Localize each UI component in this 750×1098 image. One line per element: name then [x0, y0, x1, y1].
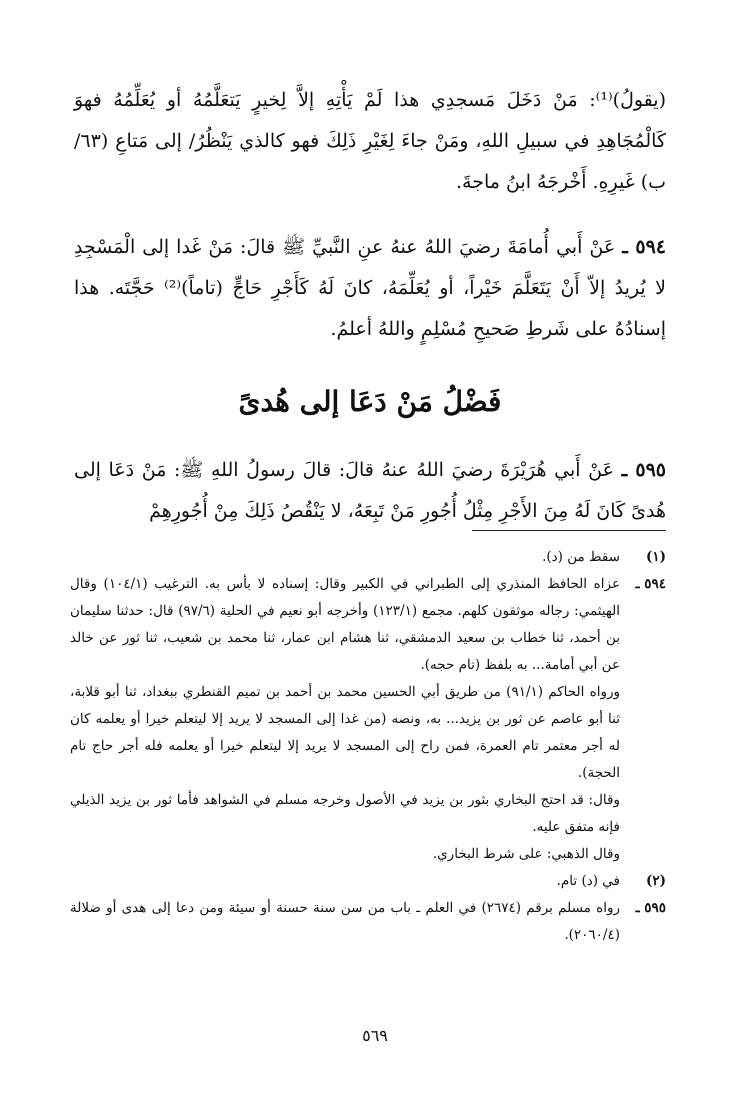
footnote-text: وقال الذهبي: على شرط البخاري. — [432, 846, 620, 862]
footnote — [70, 895, 666, 949]
footnote-label: ٥٩٤ ـ — [635, 576, 666, 592]
footnote-text: رواه مسلم برقم (٢٦٧٤) في العلم ـ باب من سن سنة حسنة أو سيئة ومن دعا إلى هدى أو ضلالة (٢٠٦٠/٤). — [70, 900, 620, 943]
footnote — [70, 571, 666, 868]
footnote-text: سقط من (د). — [542, 549, 620, 565]
footnote — [70, 544, 666, 571]
footnote-label: ٥٩٥ ـ — [635, 900, 666, 916]
hadith-number: ٥٩٥ ـ — [621, 459, 666, 481]
footnote-text: في (د) تام. — [556, 873, 620, 889]
footnote-text: وقال: قد احتج البخاري بثور بن يزيد في الأصول وخرجه مسلم في الشواهد فأما ثور بن يزيد الذيلي فإنه متفق عليه. — [70, 792, 620, 835]
footnote-text: عزاه الحافظ المنذري إلى الطبراني في الكبير وقال: إسناده لا بأس به. الترغيب (١٠٤/١) وقال الهيثمي: رجاله موثقون كلهم. مجمع (١٢٣/١) وأخرجه أبو نعيم في الحلية (٩٧/٦) قال: حدثنا سليمان بن أحمد، ثنا خطاب بن سعيد الدمشقي، ثنا هشام ابن عمار، ثنا محمد بن شعيب، ثنا ثور عن خالد عن أبي أمامة... به بلفظ (تام حجه). — [70, 576, 621, 673]
hadith-number: ٥٩٤ ـ — [622, 236, 667, 258]
section-heading: فَضْلُ مَنْ دَعَا إلى هُدىً — [238, 385, 502, 418]
footnote-label: (٢) — [645, 873, 666, 889]
main-text — [74, 80, 666, 532]
hadith-595 — [74, 450, 666, 532]
paragraph-continuation: (يقولُ)⁽¹⁾: مَنْ دَخَلَ مَسجدِي هذا لَمْ يَأْتِهِ إلاَّ لِخيرٍ يَتعَلَّمُهُ أو يُعَلِّمُهُ فهوَ كَالْمُجَاهِدِ في سبيلِ اللهِ، ومَنْ جاءَ لِغَيْرِ ذَلِكَ فهو كالذي يَنْظُرُ/ إلى مَتاعِ (٦٣/ ب) غَيرِهِ. أَخْرجَهُ ابنُ ماجةَ. — [74, 89, 666, 193]
hadith-594 — [74, 227, 666, 350]
footnote-label: (١) — [645, 549, 666, 565]
footnotes — [70, 544, 666, 949]
hadith-text: عَنْ أَبي أُمامَةَ رضيَ اللهُ عنهُ عنِ النَّبيِّ ﷺ قالَ: مَنْ غَدا إلى الْمَسْجِدِ لا يُريدُ إلاّ أَنْ يَتَعَلَّمَ خَيْراً، أو يُعَلِّمَهُ، كانَ لَهُ كَأَجْرِ حَاجٍّ (تاماً)⁽²⁾ حَجَّتَه. هذا إسنادُهُ على شَرطِ صَحيحِ مُسْلِمٍ واللهُ أعلمُ. — [74, 236, 666, 340]
footnote-separator — [472, 530, 666, 531]
footnote-text: ورواه الحاكم (٩١/١) من طريق أبي الحسين محمد بن أحمد بن تميم القنطري ببغداد، ثنا أبو قلابة، ثنا أبو عاصم عن ثور بن يزيد... به، ونصه (من غدا إلى المسجد لا يريد إلا ليتعلم خيرا أو يعلمه كان له أجر معتمر تام العمرة، فمن راح إلى المسجد لا يريد إلا ليتعلم خيرا أو يعلمه فله أجر حاج تام الحجة). — [70, 684, 621, 781]
page-number: ٥٦٩ — [362, 1026, 388, 1045]
footnote — [70, 868, 666, 895]
hadith-text: عَنْ أَبي هُرَيْرَةَ رضيَ اللهُ عنهُ قالَ: قالَ رسولُ اللهِ ﷺ: مَنْ دَعَا إلى هُدىً كَانَ لَهُ مِنَ الأَجْرِ مِثْلُ أُجُورِ مَنْ تَبِعَهُ، لا يَنْقُصُ ذَلِكَ مِنْ أُجُورِهِمْ — [74, 459, 666, 522]
